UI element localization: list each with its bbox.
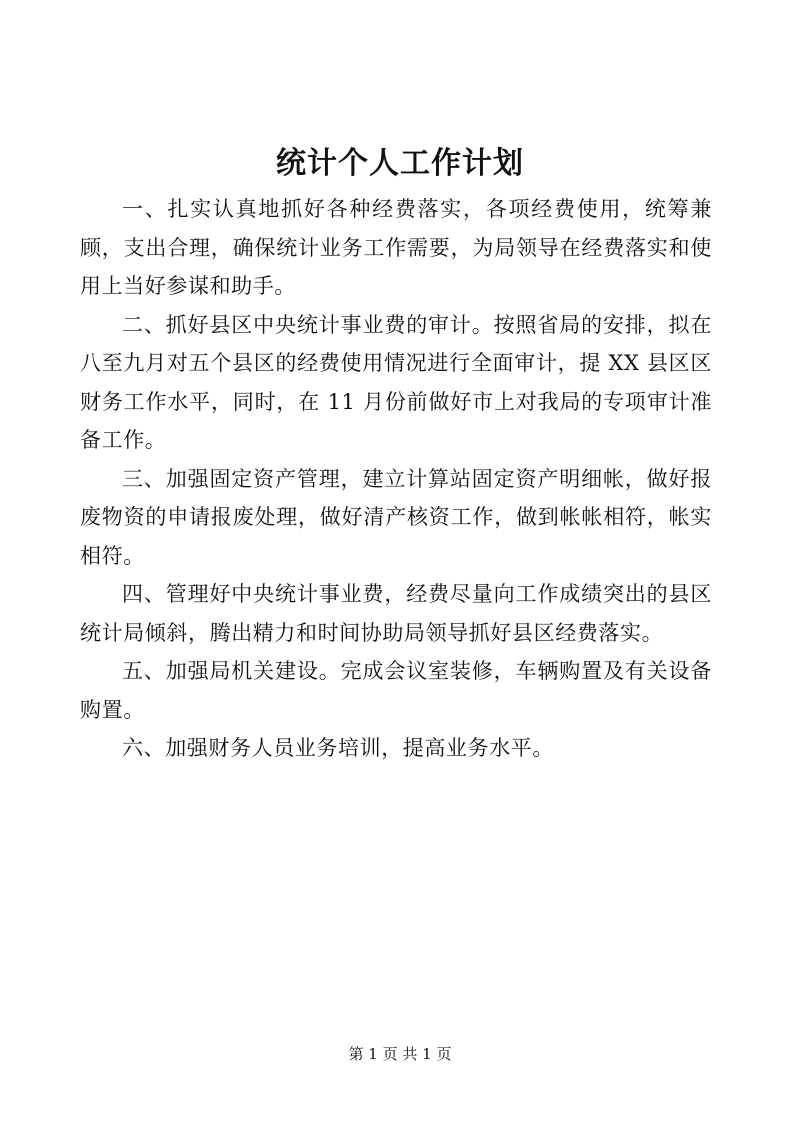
page-footer: 第 1 页 共 1 页: [348, 1045, 452, 1063]
paragraph-2: 二、抓好县区中央统计事业费的审计。按照省局的安排，拟在八至九月对五个县区的经费使用情况进行全面审计，提 XX 县区区财务工作水平，同时，在 11 月份前做好市上对我局的专项审计准备工作。: [80, 312, 712, 452]
document-body: [80, 190, 712, 768]
document-title: 统计个人工作计划: [276, 146, 524, 181]
paragraph-6: 六、加强财务人员业务培训，提高业务水平。: [122, 736, 554, 760]
paragraph-1: 一、扎实认真地抓好各种经费落实，各项经费使用，统筹兼顾，支出合理，确保统计业务工作需要，为局领导在经费落实和使用上当好参谋和助手。: [80, 197, 712, 298]
paragraph-3: 三、加强固定资产管理，建立计算站固定资产明细帐，做好报废物资的申请报废处理，做好清产核资工作，做到帐帐相符，帐实相符。: [80, 466, 712, 568]
paragraph-5: 五、加强局机关建设。完成会议室装修，车辆购置及有关设备购置。: [80, 659, 712, 722]
paragraph-4: 四、管理好中央统计事业费，经费尽量向工作成绩突出的县区统计局倾斜，腾出精力和时间协助局领导抓好县区经费落实。: [80, 582, 712, 645]
